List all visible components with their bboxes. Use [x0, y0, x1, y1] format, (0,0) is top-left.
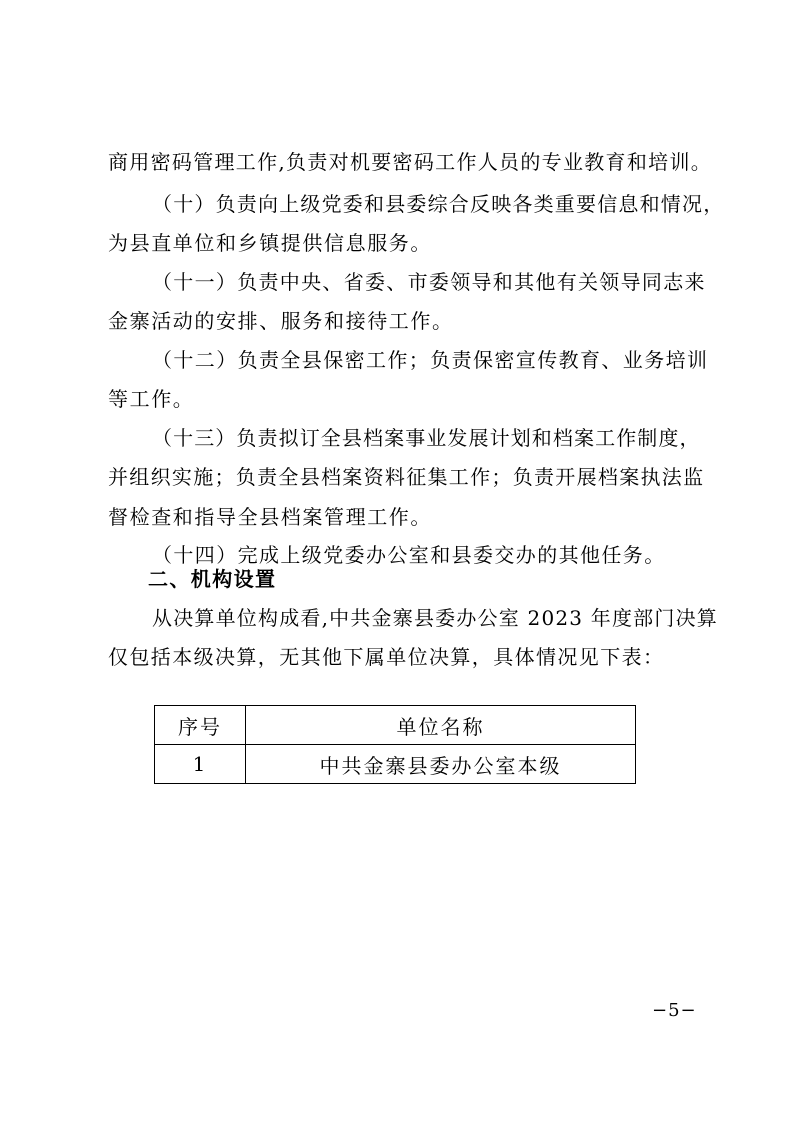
paragraph-line: 从决算单位构成看,中共金寨县委办公室 2023 年度部门决算: [152, 606, 718, 630]
paragraph-line: （十三）负责拟订全县档案事业发展计划和档案工作制度，: [152, 426, 701, 450]
paragraph-line: 仅包括本级决算，无其他下属单位决算，具体情况见下表：: [108, 645, 665, 669]
table-header-cell: 序号: [155, 706, 246, 745]
section-heading: 二、机构设置: [148, 567, 277, 591]
paragraph-line: 金寨活动的安排、服务和接待工作。: [108, 309, 454, 333]
page-number: −5−: [652, 1000, 697, 1021]
paragraph-line: 督检查和指导全县档案管理工作。: [108, 505, 432, 529]
unit-table: [154, 705, 636, 784]
paragraph-line: 商用密码管理工作,负责对机要密码工作人员的专业教育和培训。: [108, 150, 713, 174]
table-header-cell: 单位名称: [246, 706, 636, 745]
paragraph-line: 为县直单位和乡镇提供信息服务。: [108, 231, 432, 255]
paragraph-line: 等工作。: [108, 387, 195, 411]
table-header-row: [155, 706, 636, 745]
paragraph-line: （十二）负责全县保密工作；负责保密宣传教育、业务培训: [152, 348, 709, 372]
paragraph-line: （十）负责向上级党委和县委综合反映各类重要信息和情况，: [152, 192, 725, 216]
table-cell: 中共金寨县委办公室本级: [246, 745, 636, 784]
table-row: [155, 745, 636, 784]
paragraph-line: 并组织实施；负责全县档案资料征集工作；负责开展档案执法监: [108, 465, 705, 489]
paragraph-line: （十一）负责中央、省委、市委领导和其他有关领导同志来: [152, 270, 706, 294]
table-cell: 1: [155, 745, 246, 784]
paragraph-line: （十四）完成上级党委办公室和县委交办的其他任务。: [152, 543, 666, 567]
